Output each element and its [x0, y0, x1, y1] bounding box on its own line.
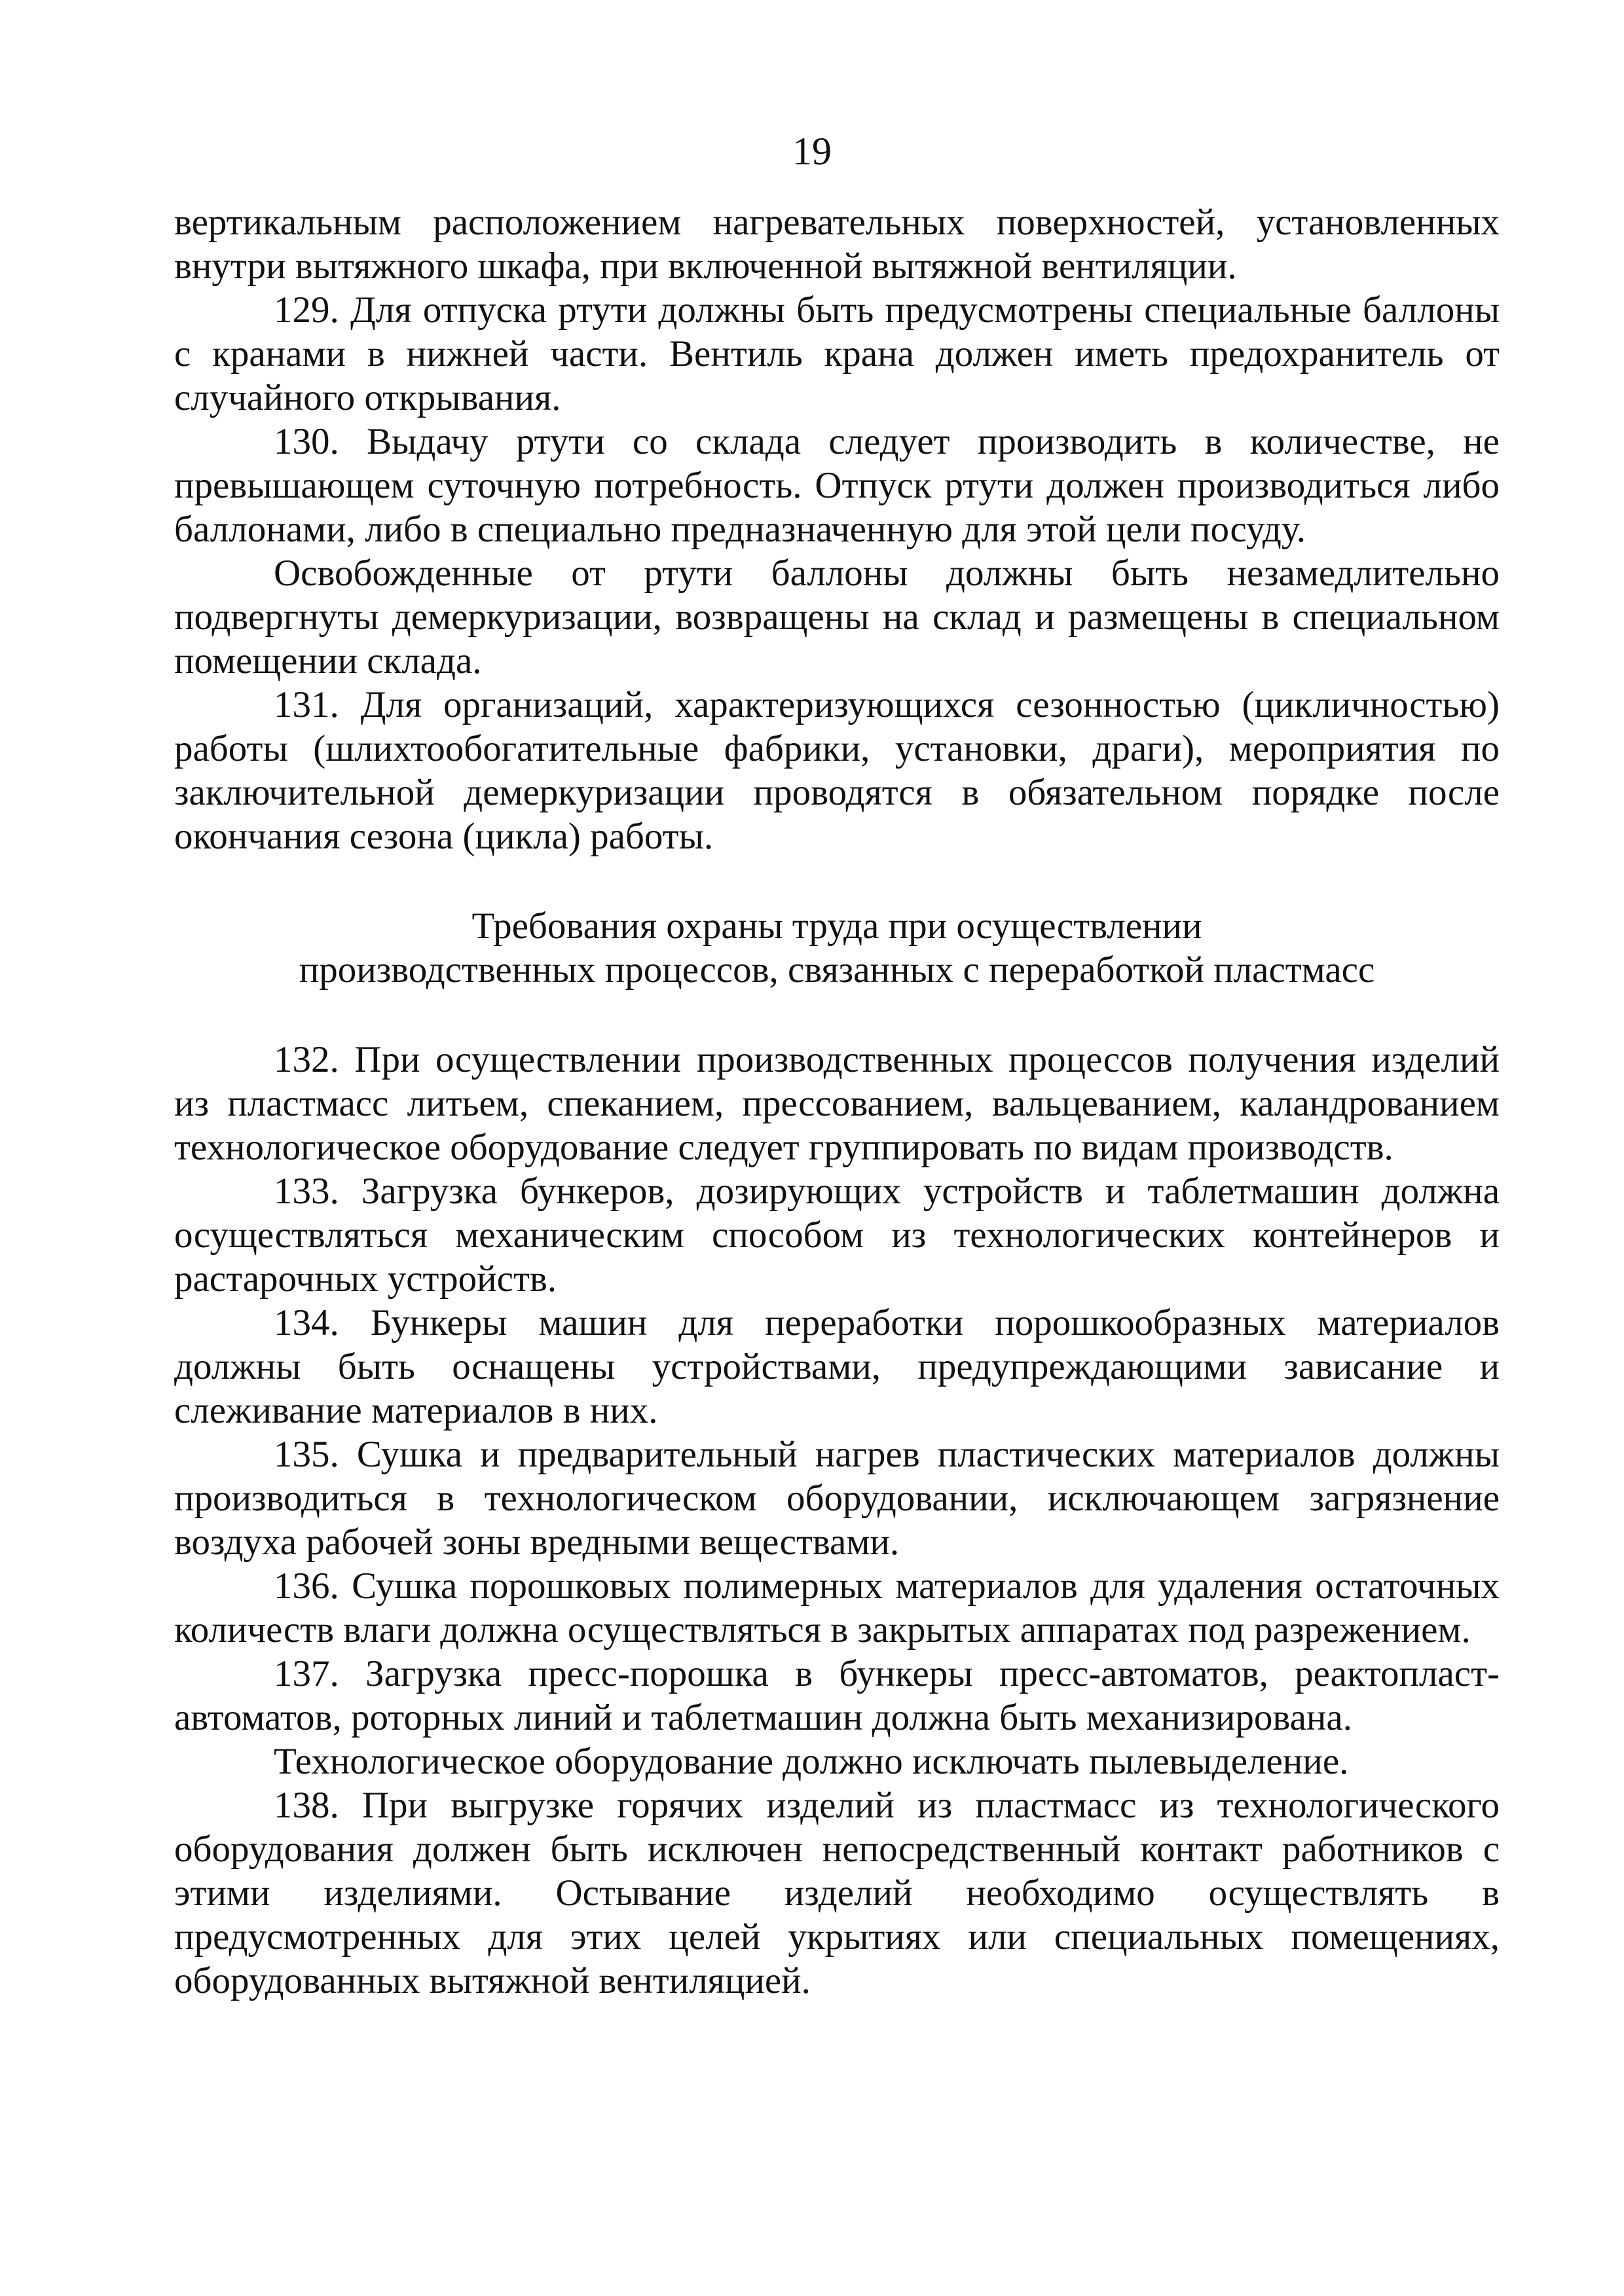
- section-heading-line-1: Требования охраны труда при осуществлении: [471, 905, 1202, 947]
- paragraph-129: 129. Для отпуска ртути должны быть предусмотрены специальные баллоны с кранами в нижней части. Вентиль крана должен иметь предохранитель от случайного открывания.: [174, 289, 1500, 418]
- paragraph-continuation: вертикальным расположением нагревательных поверхностей, установленных внутри вытяжного шкафа, при включенной вытяжной вентиляции.: [174, 202, 1500, 287]
- paragraph-130: 130. Выдачу ртути со склада следует производить в количестве, не превышающем суточную потребность. Отпуск ртути должен производиться либо баллонами, либо в специально предназначенную для этой цели посуду.: [174, 421, 1500, 550]
- page-number: 19: [792, 130, 832, 173]
- paragraph-131: 131. Для организаций, характеризующихся сезонностью (цикличностью) работы (шлихтообогатительные фабрики, установки, драги), мероприятия по заключительной демеркуризации проводятся в обязательном порядке после окончания сезона (цикла) работы.: [174, 684, 1500, 857]
- paragraph-137: 137. Загрузка пресс-порошка в бункеры пресс-автоматов, реактопласт-автоматов, роторных линий и таблетмашин должна быть механизирована.: [174, 1653, 1500, 1738]
- paragraph-136: 136. Сушка порошковых полимерных материалов для удаления остаточных количеств влаги должна осуществляться в закрытых аппаратах под разрежением.: [174, 1565, 1500, 1650]
- paragraph-133: 133. Загрузка бункеров, дозирующих устройств и таблетмашин должна осуществляться механическим способом из технологических контейнеров и растарочных устройств.: [174, 1171, 1500, 1300]
- paragraph-130-cont: Освобожденные от ртути баллоны должны быть незамедлительно подвергнуты демеркуризации, возвращены на склад и размещены в специальном помещении склада.: [174, 553, 1500, 682]
- paragraph-138: 138. При выгрузке горячих изделий из пластмасс из технологического оборудования должен быть исключен непосредственный контакт работников с этими изделиями. Остывание изделий необходимо осуществлять в предусмотренных для этих целей укрытиях или специальных помещениях, оборудованных вытяжной вентиляцией.: [174, 1785, 1500, 2001]
- paragraph-132: 132. При осуществлении производственных процессов получения изделий из пластмасс литьем, спеканием, прессованием, вальцеванием, каландрованием технологическое оборудование следует группировать по видам производств.: [174, 1039, 1500, 1168]
- paragraph-134: 134. Бункеры машин для переработки порошкообразных материалов должны быть оснащены устройствами, предупреждающими зависание и слеживание материалов в них.: [174, 1302, 1500, 1431]
- paragraph-135: 135. Сушка и предварительный нагрев пластических материалов должны производиться в технологическом оборудовании, исключающем загрязнение воздуха рабочей зоны вредными веществами.: [174, 1434, 1500, 1563]
- section-heading-line-2: производственных процессов, связанных с переработкой пластмасс: [299, 949, 1375, 991]
- section-heading: [174, 858, 1500, 1038]
- paragraph-137-cont: Технологическое оборудование должно исключать пылевыделение.: [274, 1741, 1349, 1782]
- document-body: [174, 200, 1500, 2003]
